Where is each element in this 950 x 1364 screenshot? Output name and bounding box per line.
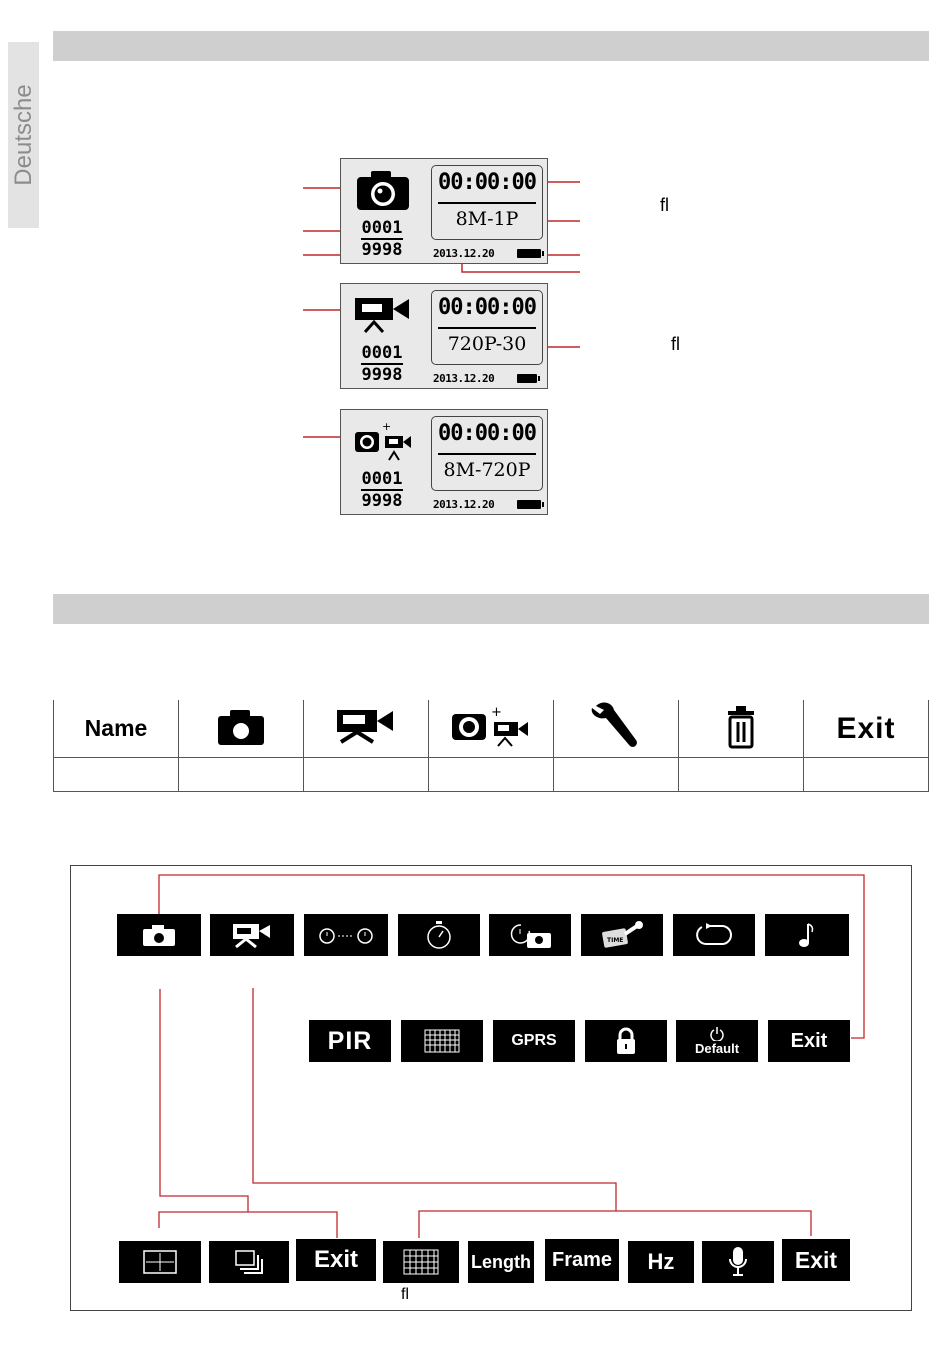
camera-icon [179, 700, 304, 758]
divider [438, 327, 536, 329]
camera-menu-button[interactable] [117, 914, 201, 956]
pir-button[interactable]: PIR [309, 1020, 391, 1062]
svg-text:+: + [382, 420, 392, 433]
wrench-icon [554, 700, 679, 758]
exit-button[interactable]: Exit [782, 1239, 850, 1281]
table-cell [554, 758, 679, 792]
battery-low-icon [517, 374, 537, 383]
camera-icon [353, 167, 413, 211]
time-display: 00:00:00 [438, 295, 536, 320]
timelapse-button[interactable] [489, 914, 571, 956]
image-size-button[interactable] [119, 1241, 201, 1283]
lock-button[interactable] [585, 1020, 667, 1062]
camera-icon [142, 923, 176, 947]
time-display: 00:00:00 [438, 421, 536, 446]
exit-button[interactable]: Exit [296, 1239, 376, 1281]
image-size-icon [143, 1250, 177, 1274]
video-camera-icon [304, 700, 429, 758]
camera-plus-video-icon [353, 418, 413, 462]
grid-icon [403, 1249, 439, 1275]
video-note-glyph: ﬂ [671, 334, 680, 354]
video-camera-icon [353, 292, 413, 336]
remaining-counter: 9998 [361, 365, 403, 385]
time-stamp-icon [599, 920, 645, 950]
microphone-button[interactable] [702, 1241, 774, 1283]
table-cell [179, 758, 304, 792]
language-label: Deutsche [9, 84, 37, 186]
stopwatch-button[interactable] [398, 914, 480, 956]
svg-text:+: + [491, 705, 502, 720]
battery-full-icon [517, 249, 541, 258]
timelapse-camera-icon [507, 921, 553, 949]
lcd-info-box [431, 290, 543, 365]
shot-counter: 0001 [361, 343, 403, 363]
grid-icon [424, 1029, 460, 1053]
time-stamp-button[interactable] [581, 914, 663, 956]
lcd-screen-video [340, 283, 548, 389]
exit-header: Exit [804, 700, 929, 758]
lcd-screen-photo-video [340, 409, 548, 515]
lcd-screen-photo [340, 158, 548, 264]
camera-plus-video-icon [429, 700, 554, 758]
date-display: 2013.12.20 [433, 247, 495, 260]
svg-text:TIME: TIME [607, 937, 624, 944]
table-cell [304, 758, 429, 792]
time-display: 00:00:00 [438, 170, 536, 195]
gprs-button[interactable]: GPRS [493, 1020, 575, 1062]
alarm-interval-button[interactable] [304, 914, 388, 956]
loop-button[interactable] [673, 914, 755, 956]
loop-icon [692, 922, 736, 948]
lock-icon [615, 1027, 637, 1055]
alarm-interval-icon [318, 924, 374, 946]
video-grid-button[interactable] [383, 1241, 459, 1283]
date-display: 2013.12.20 [433, 372, 495, 385]
date-display: 2013.12.20 [433, 498, 495, 511]
default-label: Default [694, 1040, 740, 1056]
divider [438, 202, 536, 204]
stopwatch-icon [424, 920, 454, 950]
length-button[interactable]: Length [468, 1241, 534, 1283]
table-cell [679, 758, 804, 792]
exit-button[interactable]: Exit [768, 1020, 850, 1062]
shot-counter: 0001 [361, 469, 403, 489]
battery-full-icon [517, 500, 541, 509]
shot-counter: 0001 [361, 218, 403, 238]
frame-button[interactable]: Frame [545, 1239, 619, 1281]
divider [438, 453, 536, 455]
lcd-info-box [431, 416, 543, 491]
menu-tree-panel [70, 865, 912, 1311]
table-cell [54, 758, 179, 792]
bottom-note-glyph: ﬂ [401, 1286, 409, 1303]
remaining-counter: 9998 [361, 491, 403, 511]
resolution-display: 720P-30 [447, 333, 527, 355]
remaining-counter: 9998 [361, 240, 403, 260]
resolution-display: 8M-720P [443, 459, 531, 481]
hz-button[interactable]: Hz [628, 1241, 694, 1283]
resolution-note-glyph: ﬂ [660, 195, 669, 215]
burst-button[interactable] [209, 1241, 289, 1283]
trash-icon [679, 700, 804, 758]
name-header: Name [54, 700, 179, 758]
grid-button[interactable] [401, 1020, 483, 1062]
modes-table [53, 700, 929, 792]
power-icon [710, 1027, 724, 1041]
table-cell [804, 758, 929, 792]
music-button[interactable] [765, 914, 849, 956]
burst-icon [234, 1249, 264, 1275]
video-menu-button[interactable] [210, 914, 294, 956]
lcd-info-box [431, 165, 543, 240]
table-cell [429, 758, 554, 792]
default-button[interactable] [676, 1020, 758, 1062]
resolution-display: 8M-1P [455, 208, 519, 230]
video-camera-icon [232, 922, 272, 948]
music-note-icon [797, 921, 817, 949]
microphone-icon [728, 1246, 748, 1278]
